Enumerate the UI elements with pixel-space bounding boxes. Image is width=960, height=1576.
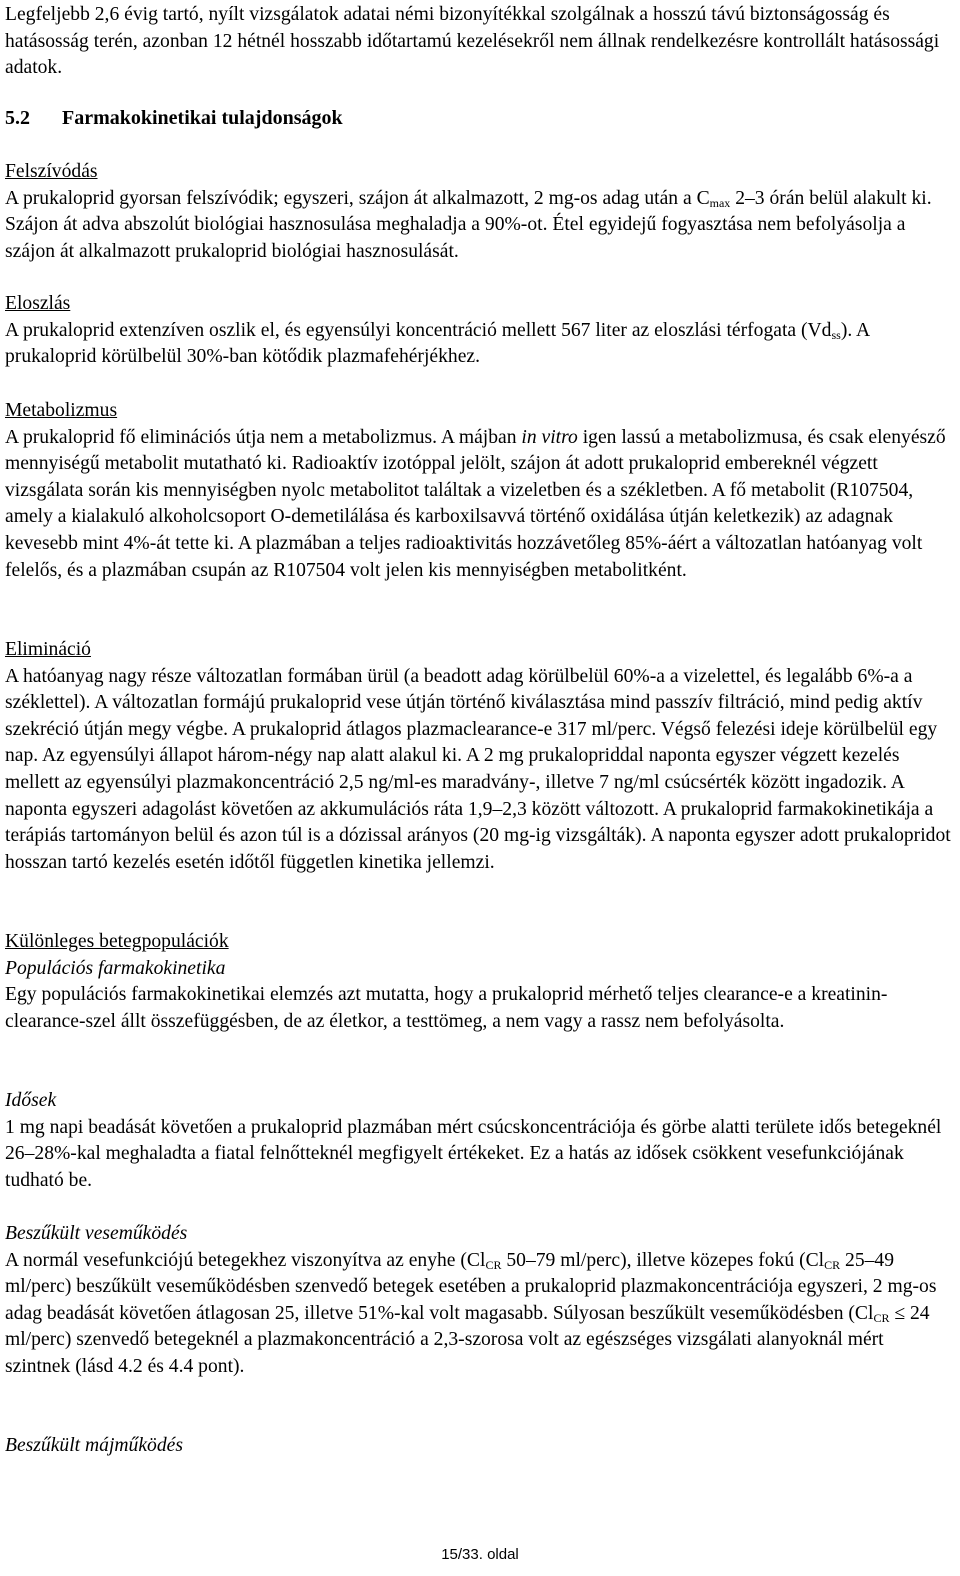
metabolism-block [5,398,951,584]
distribution-block [5,291,951,371]
special-populations-heading: Különleges betegpopulációk [5,931,229,952]
metabolism-text: A prukaloprid fő eliminációs útja nem a metabolizmus. A májban in vitro igen lassú a metabolizmusa, és csak elenyésző mennyiségű metabolit mutatható ki. Radioaktív izotóppal jelölt, szájon át adott prukaloprid embereknél végzett vizsgálata során kis mennyiségben nyolc metabolitot találtak a vizeletben és a székletben. A fő metabolit (R107504, amely a kialakuló alkoholcsoport O-demetilálása és karboxilsavvá történő oxidálása útján keletkezik) az adagnak kevesebb mint 4%-át tette ki. A plazmában a teljes radioaktivitás hozzávetőleg 85%-áért a változatlan hatóanyag volt felelős, és a plazmában csupán az R107504 volt jelen kis mennyiségben metabolitként. [5,426,946,581]
section-title: Farmakokinetikai tulajdonságok [62,107,343,129]
hepatic-block [5,1433,951,1460]
elimination-block [5,637,951,876]
metabolism-heading: Metabolizmus [5,400,118,421]
absorption-heading: Felszívódás [5,161,98,182]
absorption-text: A prukaloprid gyorsan felszívódik; egyszeri, szájon át alkalmazott, 2 mg-os adag után a $C_{max}$ 2–3 órán belül alakult ki. Szájon át adva abszolút biológiai hasznosulása meghaladja a 90%-ot. Étel egyidejű fogyasztása nem befolyásolja a szájon át alkalmazott prukaloprid biológiai hasznosulását. [5,187,932,262]
renal-text: A normál vesefunkciójú betegekhez viszonyítva az enyhe ($Cl_{CR}$ 50–79 ml/perc), illetve közepes fokú ($Cl_{CR}$ 25–49 ml/perc) beszűkült veseműködésben szenvedő betegek esetében a prukaloprid plazmakoncentrációja egyszeri, 2 mg-os adag beadását követően átlagosan 25, illetve 51%-kal volt magasabb. Súlyosan beszűkült veseműködésben ($Cl_{CR} \le 24$ ml/perc) szenvedő betegeknél a plazmakoncentráció a 2,3-szorosa volt az egészséges vizsgálati alanyoknál mért szintnek (lásd 4.2 és 4.4 pont). [5,1249,937,1377]
hepatic-heading: Beszűkült májműködés [5,1435,183,1456]
page-footer: 15/33. oldal [441,1546,519,1563]
renal-block [5,1221,951,1381]
renal-heading: Beszűkült veseműködés [5,1223,188,1244]
elimination-text: A hatóanyag nagy része változatlan formában ürül (a beadott adag körülbelül 60%-a a vizelettel, és legalább 6%-a a széklettel). A változatlan formájú prukaloprid vese útján történő kiválasztása mind passzív filtráció, mind pedig aktív szekréció útján megy végbe. A prukaloprid átlagos plazmaclearance-e 317 ml/perc. Végső felezési ideje körülbelül egy nap. Az egyensúlyi állapot három-négy nap alatt alakul ki. A 2 mg prukalopriddal naponta egyszer végzett kezelés mellett az egyensúlyi plazmakoncentráció 2,5 ng/ml-es maradvány-, illetve 7 ng/ml csúcsérték között ingadozik. A naponta egyszeri adagolást követően az akkumulációs ráta 1,9–2,3 között változott. A prukaloprid farmakokinetikája a terápiás tartományon belül és azon túl is a dózissal arányos (20 mg-ig vizsgálták). A naponta egyszer adott prukalopridot hosszan tartó kezelés esetén időtől független kinetika jellemzi. [5,665,951,873]
section-heading [5,105,343,132]
population-pk-subheading: Populációs farmakokinetika [5,957,226,979]
distribution-text: A prukaloprid extenzíven oszlik el, és egyensúlyi koncentráció mellett 567 liter az eloszlási térfogata $(Vd_{ss})$. A prukaloprid körülbelül 30%-ban kötődik plazmafehérjékhez. [5,319,870,368]
intro-paragraph: Legfeljebb 2,6 évig tartó, nyílt vizsgálatok adatai némi bizonyítékkal szolgálnak a hosszú távú biztonságosság és hatásosság terén, azonban 12 hétnél hosszabb időtartamú kezelésekről nem állnak rendelkezésre kontrollált hatásossági adatok. [5,4,940,79]
elderly-block [5,1088,951,1194]
elderly-text: 1 mg napi beadását követően a prukaloprid plazmában mért csúcskoncentrációja és görbe alatti területe idős betegeknél 26–28%-kal meghaladta a fiatal felnőtteknél megfigyelt értékeket. Ez a hatás az idősek csökkent vesefunkciójának tudható be. [5,1116,942,1191]
special-populations-block [5,929,951,1035]
special-populations-text: Egy populációs farmakokinetikai elemzés azt mutatta, hogy a prukaloprid mérhető teljes clearance-e a kreatinin-clearance-szel állt összefüggésben, de az életkor, a testtömeg, a nem vagy a rassz nem befolyásolta. [5,984,888,1032]
elimination-heading: Elimináció [5,639,91,660]
section-number: 5.2 [5,107,30,129]
elderly-heading: Idősek [5,1090,57,1111]
absorption-block [5,159,951,265]
distribution-heading: Eloszlás [5,293,71,314]
